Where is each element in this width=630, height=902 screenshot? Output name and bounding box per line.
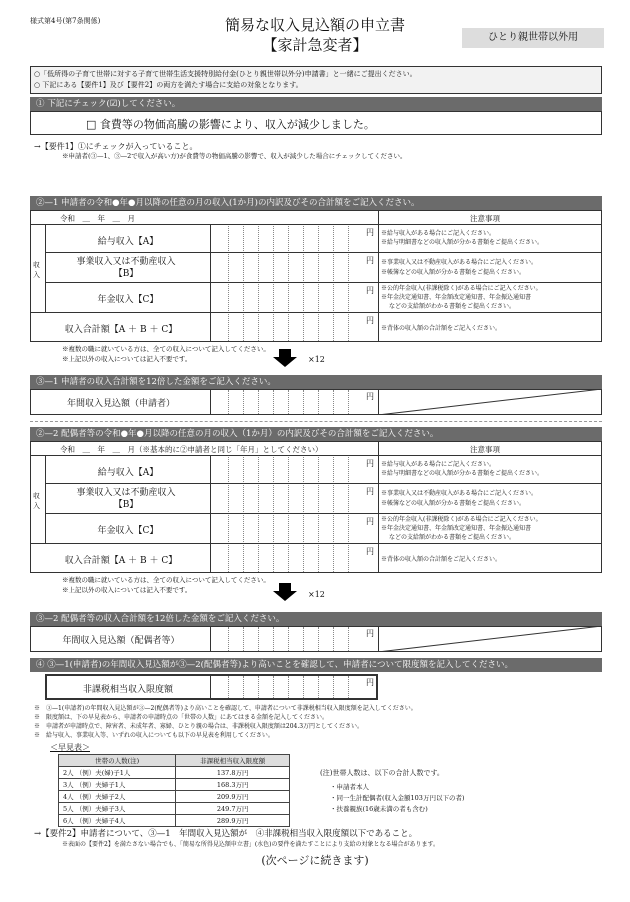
s22-notes-header: 注意事項 — [470, 445, 500, 454]
s21-row-divider-1 — [45, 252, 602, 253]
section-2-2-header: ②—2 配偶者等の令和●年●月以降の任意の月の収入（1か月）の内訳及びその合計額をご記入ください。 — [30, 427, 602, 441]
s21-business-yen: 円 — [366, 256, 374, 265]
intro-line-1: ○「低所得の子育て世帯に対する子育て世帯生活支援特別給付金(ひとり親世帯以外分)申請書」と一緒にご提出ください。 — [34, 70, 417, 78]
table-col-household: 世帯の人数(注) — [59, 755, 176, 767]
s22-business-note-2: ※帳簿などの収入額が分かる書類をご提出ください。 — [381, 500, 526, 507]
requirement-1: →【要件1】①にチェックが入っていること。 — [34, 142, 198, 151]
s22-total-label: 収入合計額【A ＋ B ＋ C】 — [64, 556, 178, 566]
s21-multiplier: ×12 — [308, 355, 325, 364]
table-side-note-title: (注)世帯人数は、以下の合計人数です。 — [320, 769, 444, 777]
s22-header-divider — [30, 455, 602, 456]
table-cell-people: 6人 （例）夫婦子4人 — [59, 815, 176, 827]
s32-label: 年間収入見込額（配偶者等） — [62, 636, 180, 646]
requirement-2-note: ※表面の【要件2】を満たさない場合でも、「簡易な所得見込額申立書」(水色)の要件を満たすことにより支給の対象となる場合があります。 — [62, 841, 440, 848]
s22-row-divider-2 — [45, 513, 602, 514]
table-cell-people: 4人 （例）夫婦子2人 — [59, 791, 176, 803]
s21-business-note-1: ※事業収入又は不動産収入がある場合にご記入ください。 — [381, 259, 538, 266]
table-row — [59, 815, 290, 827]
s22-total-yen: 円 — [366, 547, 374, 556]
s22-pension-yen: 円 — [366, 517, 374, 526]
s22-notes-divider — [378, 441, 379, 573]
s22-arrow-stem — [279, 583, 291, 591]
s22-multiplier: ×12 — [308, 590, 325, 599]
s22-side-divider — [45, 455, 46, 543]
table-row — [59, 779, 290, 791]
income-limit-table — [58, 754, 290, 827]
form-number: 様式第4号(第7条関係) — [30, 17, 101, 25]
s4-note-1: ※ ③—1(申請者)の年間収入見込額が③—2(配偶者等)より高いことを確認して、申請者について非課税相当収入限度額を記入してください。 — [34, 705, 417, 712]
section-3-1-header: ③—1 申請者の収入合計額を12倍した金額をご記入ください。 — [30, 375, 602, 389]
s21-row-divider-2 — [45, 282, 602, 283]
s21-total-yen: 円 — [366, 316, 374, 325]
section-4-header: ④ ③—1(申請者)の年間収入見込額が③—2(配偶者等)より高いことを確認して、申請者について限度額を記入してください。 — [30, 658, 602, 672]
s31-input-divider — [210, 389, 211, 415]
down-arrow-icon — [273, 591, 297, 601]
s21-wage-input[interactable] — [228, 226, 363, 251]
s22-row-divider-3 — [30, 543, 602, 544]
intro-line-2: ○ 下記にある【要件1】及び【要件2】の両方を満たす場合に支給の対象となります。 — [34, 81, 303, 89]
s21-notes-header: 注意事項 — [470, 214, 500, 223]
s22-pension-input[interactable] — [228, 515, 363, 542]
s21-pension-note-2: ※年金決定通知書、年金額改定通知書、年金振込通知書 — [381, 294, 532, 301]
s22-row-wage-label: 給与収入【A】 — [97, 468, 159, 478]
table-row — [59, 803, 290, 815]
s21-row-pension-label: 年金収入【C】 — [97, 295, 159, 305]
s21-pension-note-1: ※公的年金収入(非課税除く)がある場合にご記入ください。 — [381, 285, 542, 292]
s22-total-note: ※背体の収入額の合計額をご記入ください。 — [381, 556, 502, 563]
table-title: ＜早見表＞ — [50, 743, 90, 752]
s4-note-4: ※ 給与収入、事業収入等、いずれの収入についても以下の早見表を利用してください。 — [34, 732, 274, 739]
s21-footnote-1: ※複数の職に就いている方は、全ての収入について記入してください。 — [62, 345, 270, 353]
s4-limit-input[interactable] — [228, 676, 363, 698]
s21-side-label: 収入 — [33, 261, 40, 279]
table-col-limit: 非課税相当収入限度額 — [176, 755, 290, 767]
s21-row-business-label: 事業収入又は不動産収入【B】 — [76, 257, 176, 279]
s32-annual-input[interactable] — [228, 627, 363, 651]
table-cell-people: 3人 （例）夫婦子1人 — [59, 779, 176, 791]
s22-business-note-1: ※事業収入又は不動産収入がある場合にご記入ください。 — [381, 490, 538, 497]
table-row — [59, 791, 290, 803]
s21-wage-yen: 円 — [366, 228, 374, 237]
table-row — [59, 767, 290, 779]
table-cell-limit: 209.9万円 — [176, 791, 290, 803]
s22-footnote-2: ※上記以外の収入については記入不要です。 — [62, 586, 192, 594]
s21-notes-divider — [378, 210, 379, 342]
s22-input-divider — [210, 455, 211, 573]
s22-wage-input[interactable] — [228, 457, 363, 482]
s31-diagonal-line — [378, 389, 602, 415]
s4-note-2: ※ 限度額は、下の早見表から、申請者の申請時点の「世帯の人数」にあてはまる金額を記入してください。 — [34, 714, 329, 721]
continued-text: (次ページに続きます) — [261, 854, 369, 867]
s22-date-label: 令和 ＿ 年 ＿ 月（※基本的に②申請者と同じ「年月」としてください） — [60, 445, 323, 454]
s21-total-input[interactable] — [228, 314, 363, 341]
table-cell-limit: 137.8万円 — [176, 767, 290, 779]
s32-input-divider — [210, 626, 211, 652]
s21-wage-note-2: ※給与明細書などの収入額が分かる書類をご提出ください。 — [381, 239, 544, 246]
s22-wage-note-1: ※給与収入がある場合にご記入ください。 — [381, 461, 496, 468]
s22-business-yen: 円 — [366, 487, 374, 496]
section-2-1-header: ②—1 申請者の令和●年●月以降の任意の月の収入(1か月)の内訳及びその合計額をご記入ください。 — [30, 196, 602, 210]
s21-total-note: ※背体の収入額の合計額をご記入ください。 — [381, 325, 502, 332]
s22-pension-note-2: ※年金決定通知書、年金額改定通知書、年金振込通知書 — [381, 525, 532, 532]
s21-pension-input[interactable] — [228, 284, 363, 311]
table-cell-limit: 249.7万円 — [176, 803, 290, 815]
s22-side-label: 収入 — [33, 492, 40, 510]
table-cell-people: 5人 （例）夫婦子3人 — [59, 803, 176, 815]
table-header-row — [59, 755, 290, 767]
table-side-note-1: ・申請者本人 — [330, 783, 369, 791]
s21-total-label: 収入合計額【A ＋ B ＋ C】 — [64, 325, 178, 335]
s21-header-divider — [30, 224, 602, 225]
s21-footnote-2: ※上記以外の収入については記入不要です。 — [62, 355, 192, 363]
s22-pension-note-3: などの支給額がわかる書類をご提出ください。 — [389, 534, 516, 541]
table-cell-people: 2人 （例）夫(婦)子1人 — [59, 767, 176, 779]
table-side-note-2: ・同一生計配偶者(収入金額103万円以下の者) — [330, 794, 465, 802]
s32-yen: 円 — [366, 629, 374, 638]
s21-wage-note-1: ※給与収入がある場合にご記入ください。 — [381, 230, 496, 237]
s4-yen: 円 — [366, 678, 374, 687]
s4-label: 非課税相当収入限度額 — [82, 685, 173, 695]
s21-business-input[interactable] — [228, 254, 363, 281]
divider — [30, 421, 602, 422]
s31-annual-input[interactable] — [228, 390, 363, 414]
requirement-2: →【要件2】申請者について、③—1 年間収入見込額が ④非課税相当収入限度額以下であること。 — [34, 829, 418, 839]
page-title: 簡易な収入見込額の申立書 — [224, 16, 405, 34]
hardship-checkbox[interactable]: □ 食費等の物価高騰の影響により、収入が減少しました。 — [86, 118, 375, 131]
s22-row-divider-1 — [45, 483, 602, 484]
down-arrow-icon — [273, 357, 297, 367]
s22-total-input[interactable] — [228, 545, 363, 572]
s21-row-divider-3 — [30, 312, 602, 313]
s22-footnote-1: ※複数の職に就いている方は、全ての収入について記入してください。 — [62, 576, 270, 584]
table-side-note-3: ・扶養親族(16歳未満の者も含む) — [330, 805, 428, 813]
requirement-1-note: ※申請者(③—1、③—2で収入が高い方)が食費等の物価高騰の影響で、収入が減少した場合にチェックしてください。 — [62, 152, 407, 160]
s4-input-divider — [210, 674, 211, 700]
s21-row-wage-label: 給与収入【A】 — [97, 237, 159, 247]
s31-label: 年間収入見込額（申請者） — [66, 399, 175, 409]
s21-pension-note-3: などの支給額がわかる書類をご提出ください。 — [389, 303, 516, 310]
s22-wage-yen: 円 — [366, 459, 374, 468]
page-subtitle: 【家計急変者】 — [262, 36, 368, 54]
s21-business-note-2: ※帳簿などの収入額が分かる書類をご提出ください。 — [381, 269, 526, 276]
s21-arrow-stem — [279, 349, 291, 357]
household-type-badge: ひとり親世帯以外用 — [462, 28, 604, 48]
table-cell-limit: 168.3万円 — [176, 779, 290, 791]
s21-input-divider — [210, 224, 211, 342]
s22-business-input[interactable] — [228, 485, 363, 512]
s22-row-pension-label: 年金収入【C】 — [97, 526, 159, 536]
s31-yen: 円 — [366, 392, 374, 401]
s32-diagonal-line — [378, 626, 602, 652]
s4-note-3: ※ 申請者が申請時点で、障害者、未成年者、寡婦、ひとり親の場合は、非課税収入限度額は204.3万円としてください。 — [34, 723, 364, 730]
s22-pension-note-1: ※公的年金収入(非課税除く)がある場合にご記入ください。 — [381, 516, 542, 523]
s21-date-label: 令和 ＿ 年 ＿ 月 — [60, 214, 135, 223]
s22-row-business-label: 事業収入又は不動産収入【B】 — [76, 488, 176, 510]
section-3-2-header: ③—2 配偶者等の収入合計額を12倍した金額をご記入ください。 — [30, 612, 602, 626]
s21-side-divider — [45, 224, 46, 312]
s22-wage-note-2: ※給与明細書などの収入額が分かる書類をご提出ください。 — [381, 470, 544, 477]
table-cell-limit: 289.9万円 — [176, 815, 290, 827]
s21-pension-yen: 円 — [366, 286, 374, 295]
section-1-header: ① 下記にチェック(☑)してください。 — [30, 97, 602, 111]
